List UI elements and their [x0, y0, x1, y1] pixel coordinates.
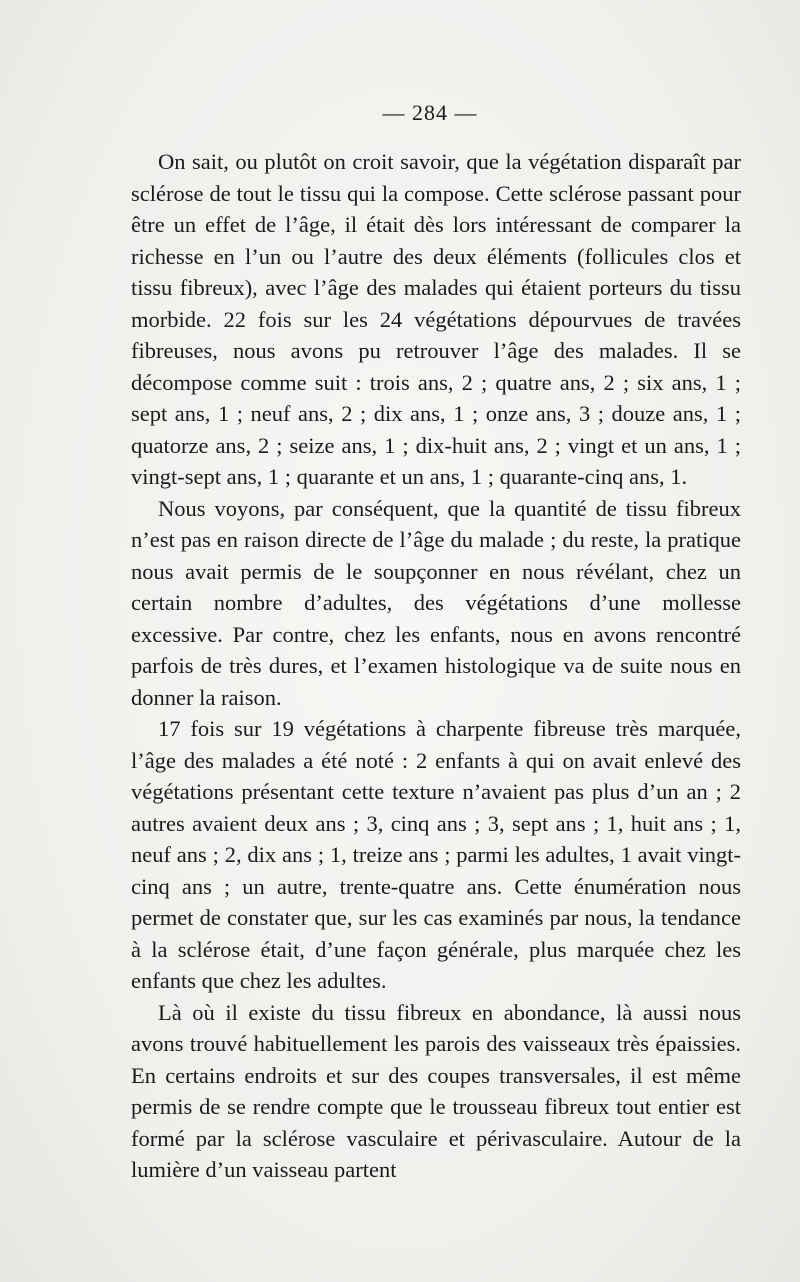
paragraph-3: 17 fois sur 19 végétations à charpente fibreuse très marquée, l’âge des malades a été noté : 2 enfants à qui on avait enlevé des végétations présentant cette texture n’avaient pas plus d’un an ; 2 autres avaient deux ans ; 3, cinq ans ; 3, sept ans ; 1, huit ans ; 1, neuf ans ; 2, dix ans ; 1, treize ans ; parmi les adultes, 1 avait vingt-cinq ans ; un autre, trente-quatre ans. Cette énumération nous permet de constater que, sur les cas examinés par nous, la tendance à la sclérose était, d’une façon générale, plus marquée chez les enfants que chez les adultes.: [131, 716, 741, 993]
paragraph-2: Nous voyons, par conséquent, que la quantité de tissu fibreux n’est pas en raison directe de l’âge du malade ; du reste, la pratique nous avait permis de le soupçonner en nous révélant, chez un certain nombre d’adultes, des végétations d’une mollesse excessive. Par contre, chez les enfants, nous en avons rencontré parfois de très dures, et l’examen histologique va de suite nous en donner la raison.: [131, 495, 741, 710]
paragraph-4: Là où il existe du tissu fibreux en abondance, là aussi nous avons trouvé habituellement les parois des vaisseaux très épaissies. En certains endroits et sur des coupes transversales, il est même permis de se rendre compte que le trousseau fibreux tout entier est formé par la sclérose vasculaire et périvasculaire. Autour de la lumière d’un vaisseau partent: [131, 999, 741, 1182]
body-text: [131, 146, 741, 1186]
page-number: — 284 —: [382, 100, 478, 125]
paragraph-1: On sait, ou plutôt on croit savoir, que la végétation disparaît par sclérose de tout le tissu qui la compose. Cette sclérose passant pour être un effet de l’âge, il était dès lors intéressant de comparer la richesse en l’un ou l’autre des deux éléments (follicules clos et tissu fibreux), avec l’âge des malades qui étaient porteurs du tissu morbide. 22 fois sur les 24 végétations dépourvues de travées fibreuses, nous avons pu retrouver l’âge des malades. Il se décompose comme suit : trois ans, 2 ; quatre ans, 2 ; six ans, 1 ; sept ans, 1 ; neuf ans, 2 ; dix ans, 1 ; onze ans, 3 ; douze ans, 1 ; quatorze ans, 2 ; seize ans, 1 ; dix-huit ans, 2 ; vingt et un ans, 1 ; vingt-sept ans, 1 ; quarante et un ans, 1 ; quarante-cinq ans, 1.: [131, 149, 741, 489]
